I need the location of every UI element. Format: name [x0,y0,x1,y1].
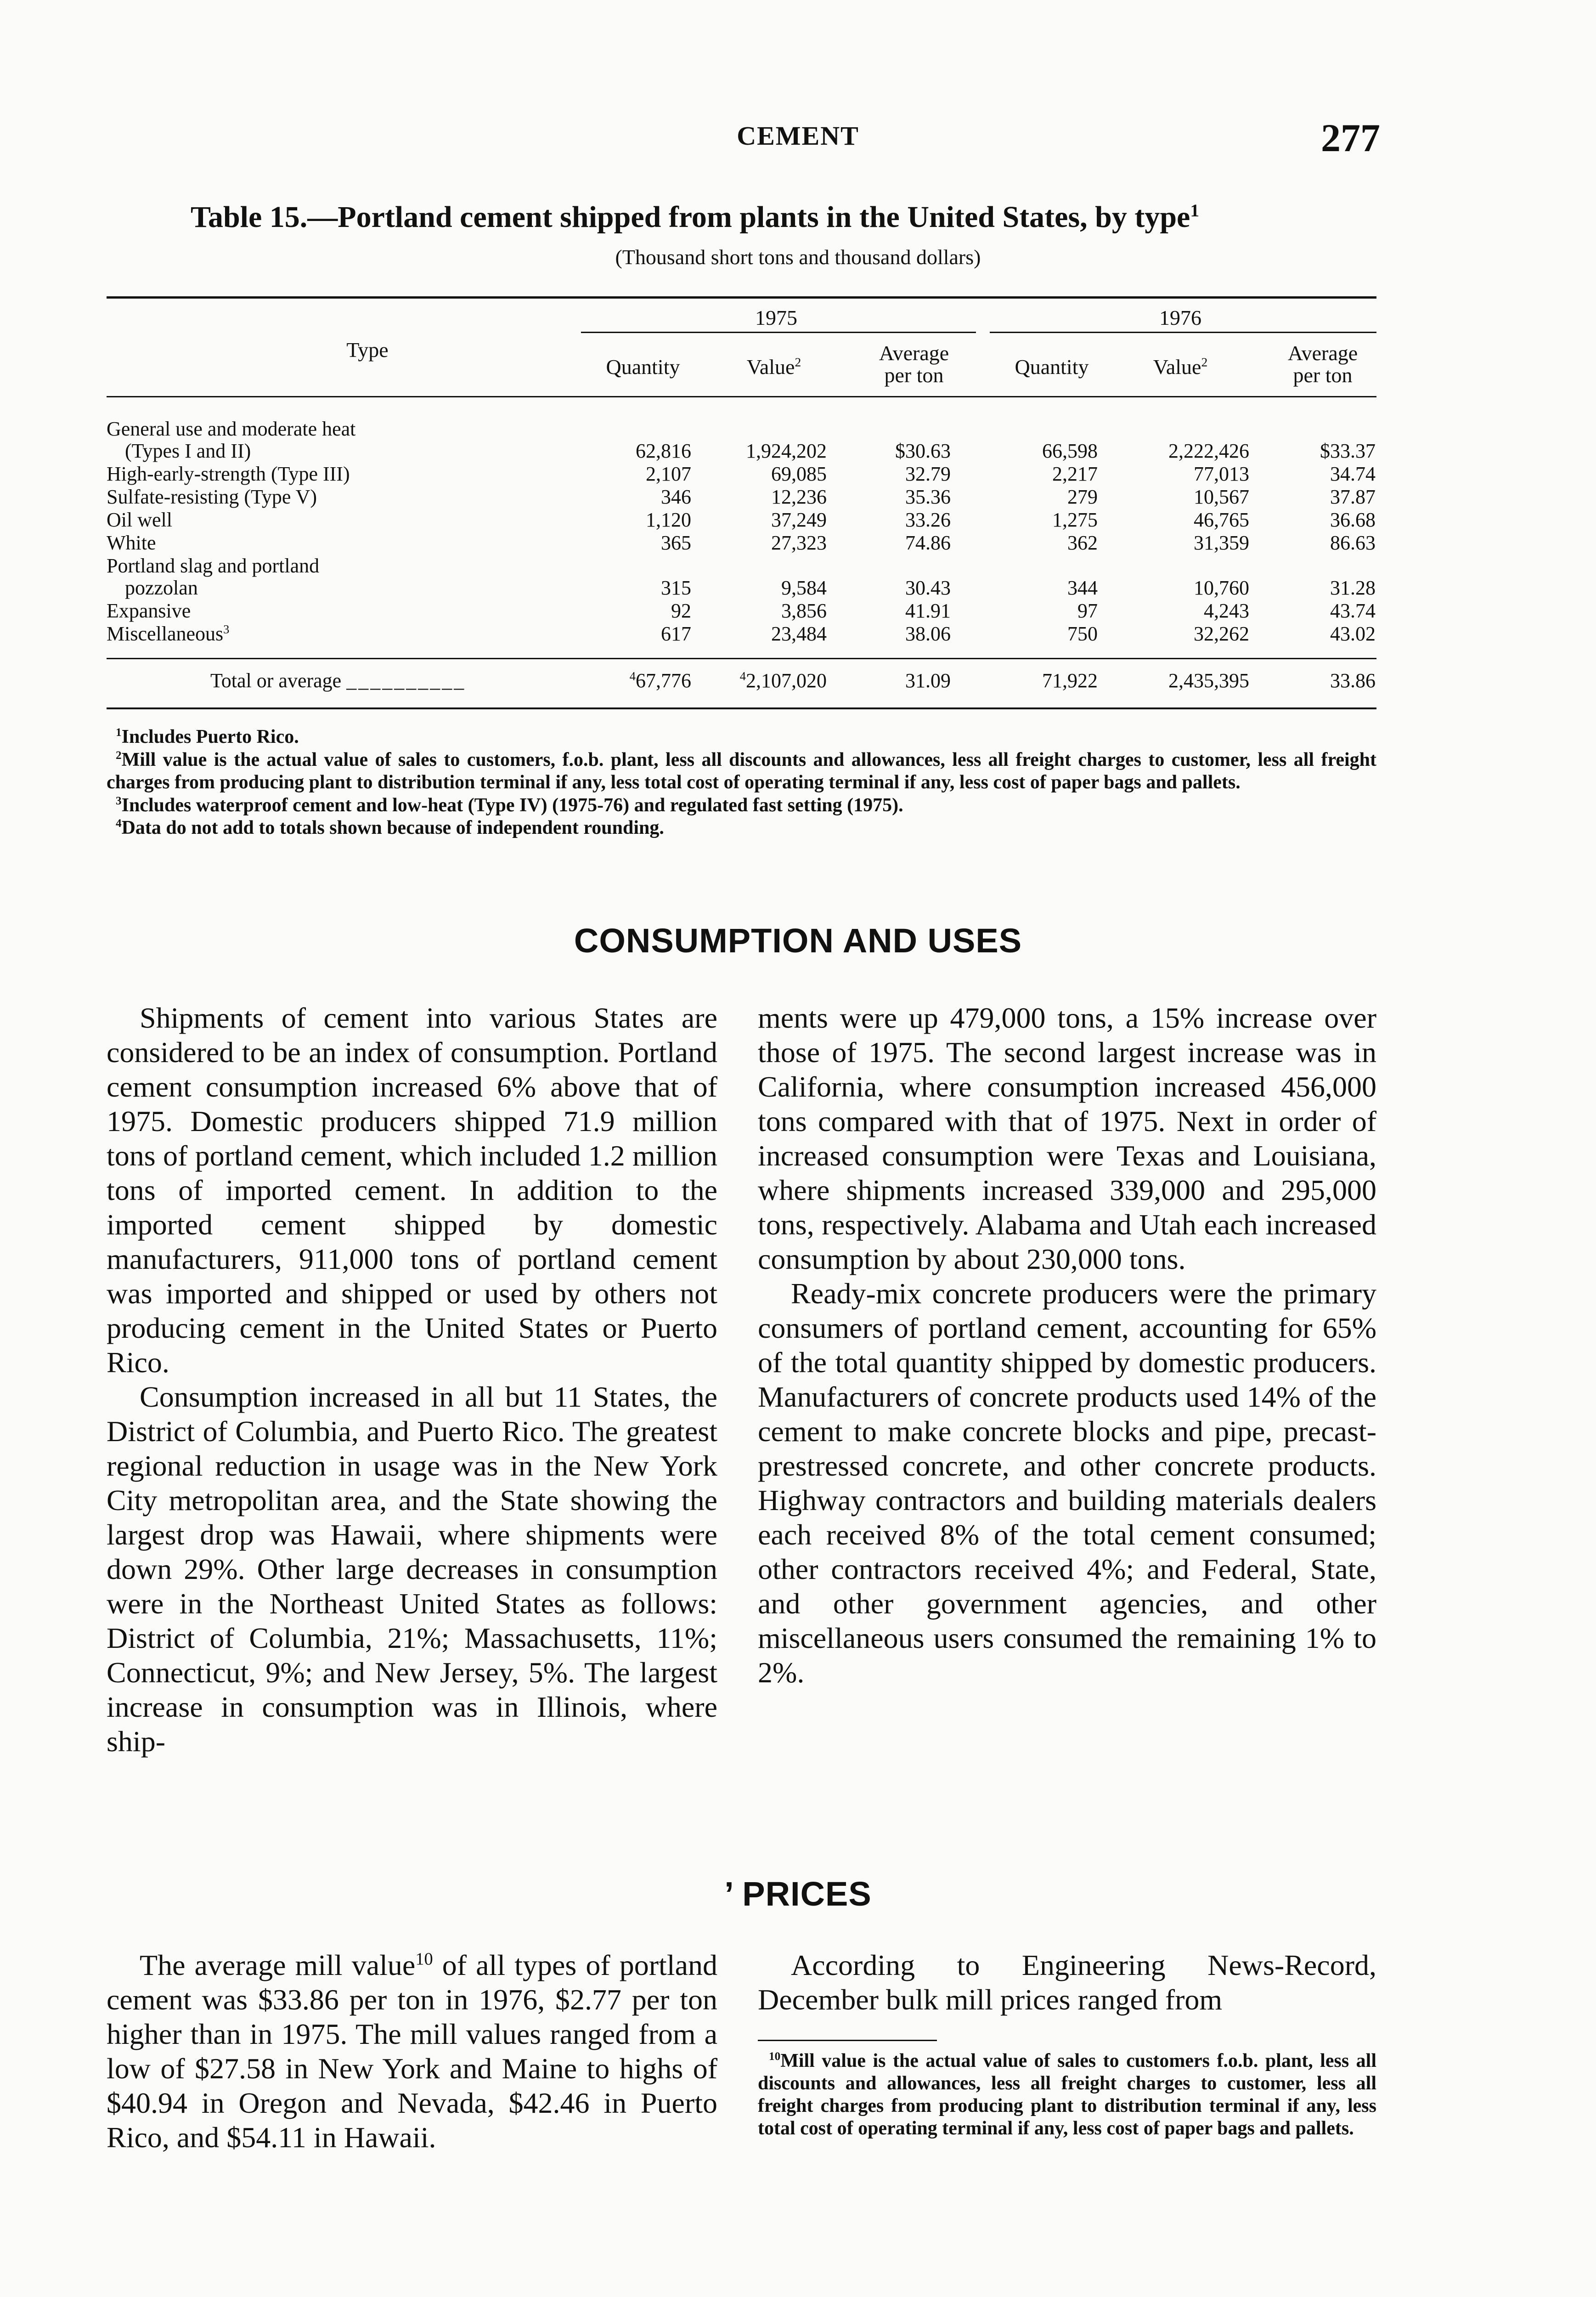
row-label-text: White [107,532,156,554]
cell-v75: 9,584 [781,577,827,599]
cell-q75: 92 [671,600,691,622]
cell-v75: 12,236 [771,486,827,508]
cell-v75: 69,085 [771,463,827,485]
row-label [107,623,570,645]
total-label-text: Total or average [210,669,342,692]
total-q75-footnote: 4 [629,669,636,683]
consumption-right-paragraph-2: Ready-mix concrete producers were the primary consumers of portland cement, accounting for 65% of the total quantity shipped by domestic producers. Manufacturers of concrete products used 14% of the cement to make concrete blocks and pipe, precast-prestressed concrete, and other concrete products. Highway contractors and building materials dealers each received 8% of the total cement consumed; other contractors received 4%; and Federal, State, and other government agencies, and other miscellaneous users consumed the remaining 1% to 2%. [758,1277,1376,1689]
row-label-text: Oil well [107,509,172,531]
total-rule [107,658,1376,659]
row-label [107,463,570,485]
row-label-text: Sulfate-resisting (Type V) [107,486,317,508]
cell-q76: 344 [1067,577,1098,599]
year-1975-rule [581,332,976,333]
row-label-text: (Types I and II) [125,440,251,462]
cell-a76: 43.74 [1330,600,1376,622]
row-label [125,577,570,599]
row-label-text: pozzolan [125,577,198,599]
footnote-text: Data do not add to totals shown because of independent rounding. [121,817,664,839]
cell-a75: 33.26 [905,509,951,531]
prices-footnote [758,2050,1376,2140]
prices-left-paragraph [107,1948,717,2155]
row-label [107,509,570,531]
prices-footnote-rule [758,2040,937,2041]
year-1976-header: 1976 [1159,306,1201,329]
cell-a75: 32.79 [905,463,951,485]
prices-footnote-mark: 10 [769,2050,781,2063]
prices-footnote-text: Mill value is the actual value of sales to customers f.o.b. plant, less all discounts and allowances, less all freight charges to customer, less all freight charges from producing plant to distribution terminal if any, less total cost of operating terminal if any, less cost of paper bags and pallets. [758,2050,1376,2139]
cell-q75: 346 [661,486,691,508]
group-label-general: General use and moderate heat [107,418,356,440]
cell-a75: 30.43 [905,577,951,599]
footnote-text: Includes Puerto Rico. [121,726,299,747]
value-1975-footnote-mark: 2 [795,355,801,369]
prices-heading: ’ PRICES [724,1875,872,1913]
total-v75-value: 2,107,020 [746,669,827,692]
row-label-text: High-early-strength (Type III) [107,463,350,485]
row-label-text: Miscellaneous [107,623,224,645]
table-title-text: Table 15.—Portland cement shipped from plants in the United States, by type [191,200,1190,234]
cell-a75: $30.63 [895,440,951,462]
footnote-text: Includes waterproof cement and low-heat (Type IV) (1975-76) and regulated fast setting (1975). [121,794,903,816]
year-1976-rule [990,332,1376,333]
cell-q75: 1,120 [646,509,691,531]
table-subtitle: (Thousand short tons and thousand dollars) [615,245,981,269]
consumption-right-column [758,1001,1376,1690]
cell-a75: 35.36 [905,486,951,508]
prices-right-paragraph: According to Engineering News-Record, December bulk mill prices ranged from [758,1949,1376,2016]
group-label-slag: Portland slag and portland [107,554,320,577]
total-q76: 71,922 [1042,669,1098,692]
table-bottom-rule [107,707,1376,709]
table-title-footnote-mark: 1 [1190,200,1200,221]
row-label [107,532,570,554]
cell-q76: 66,598 [1042,440,1098,462]
prices-left-text-a: The average mill value [140,1949,416,1981]
total-v75 [698,670,827,692]
prices-footnote-ref: 10 [415,1949,433,1969]
row-label [125,440,570,462]
cell-q75: 617 [661,622,691,645]
stub-header: Type [346,338,389,362]
table-title [191,200,1199,235]
cell-q75: 365 [661,532,691,554]
value-1976-header-text: Value [1153,355,1201,379]
total-v76: 2,435,395 [1168,669,1249,692]
avg-1975-header [859,342,969,387]
consumption-left-paragraph-2: Consumption increased in all but 11 States, the District of Columbia, and Puerto Rico. The greatest regional reduction in usage was in the New York City metropolitan area, and the State showing the largest drop was Hawaii, where shipments were down 29%. Other large decreases in consumption were in the Northeast United States as follows: District of Columbia, 21%; Massachusetts, 11%; Connecticut, 9%; and New Jersey, 5%. The largest increase in consumption was in Illinois, where ship- [107,1380,717,1758]
table-footnote [107,749,1376,794]
cell-a76: 34.74 [1330,463,1376,485]
avg-1975-header-line2: per ton [884,363,944,387]
prices-left-column [107,1948,717,2155]
row-label [107,600,570,622]
value-1976-header [1123,356,1238,378]
cell-a76: 43.02 [1330,622,1376,645]
cell-q75: 62,816 [636,440,691,462]
footnote-text: Mill value is the actual value of sales to customers, f.o.b. plant, less all discounts and allowances, less all freight charges to customer, less all freight charges from producing plant to distribution terminal if any, less total cost of operating terminal if any, less cost of paper bags and pallets. [107,749,1376,793]
cell-a76: 36.68 [1330,509,1376,531]
table-footnote [107,726,1376,749]
total-q75-value: 67,776 [636,669,691,692]
total-q75 [581,670,691,692]
consumption-left-paragraph-1: Shipments of cement into various States are considered to be an index of consumption. Portland cement consumption increased 6% above that of 1975. Domestic producers shipped 71.9 million tons of portland cement, which included 1.2 million tons of imported cement. In addition to the imported cement shipped by domestic manufacturers, 911,000 tons of portland cement was imported and shipped or used by others not producing cement in the United States or Puerto Rico. [107,1001,717,1379]
cell-q76: 750 [1067,622,1098,645]
prices-left-text-b: of all types of portland cement was $33.86 per ton in 1976, $2.77 per ton higher than in 1975. The mill values ranged from a low of $27.58 in New York and Maine to highs of $40.94 in Oregon and Nevada, $42.46 in Puerto Rico, and $54.11 in Hawaii. [107,1949,718,2154]
table-footnote [107,817,1376,840]
total-v75-footnote: 4 [739,669,746,683]
cell-v76: 31,359 [1194,532,1249,554]
cell-v75: 1,924,202 [746,440,827,462]
total-a76: 33.86 [1330,669,1376,692]
cell-a75: 41.91 [905,600,951,622]
table-footnotes [107,726,1376,840]
consumption-right-paragraph-1: ments were up 479,000 tons, a 15% increase over those of 1975. The second largest increase was in California, where consumption increased 456,000 tons compared with that of 1975. Next in order of increased consumption were Texas and Louisiana, where shipments increased 339,000 and 295,000 tons, respectively. Alabama and Utah each increased consumption by about 230,000 tons. [758,1001,1376,1275]
cell-a76: $33.37 [1320,440,1376,462]
year-1975-header: 1975 [755,306,797,329]
footnote-mark: 3 [116,794,122,807]
cell-v76: 77,013 [1194,463,1249,485]
footnote-mark: 2 [116,749,122,762]
quantity-1976-header: Quantity [1015,355,1089,379]
value-1975-header [716,356,831,378]
consumption-heading: CONSUMPTION AND USES [574,922,1022,960]
cell-a75: 74.86 [905,532,951,554]
running-title: CEMENT [737,121,859,151]
quantity-1975-header: Quantity [606,355,680,379]
cell-q76: 362 [1067,532,1098,554]
cell-v75: 23,484 [771,622,827,645]
cell-v76: 2,222,426 [1168,440,1249,462]
row-label-text: Expansive [107,600,191,622]
value-1976-footnote-mark: 2 [1201,355,1208,369]
consumption-left-column [107,1001,717,1759]
avg-1976-header-line1: Average [1287,341,1358,365]
cell-q75: 2,107 [646,463,691,485]
cell-q76: 2,217 [1052,463,1098,485]
cell-q75: 315 [661,577,691,599]
table-footnote [107,794,1376,817]
cell-q76: 97 [1077,600,1098,622]
total-a75: 31.09 [905,669,951,692]
cell-q76: 279 [1067,486,1098,508]
page-number: 277 [1321,116,1380,160]
cell-v76: 10,760 [1194,577,1249,599]
prices-right-column [758,1948,1376,2017]
row-label [107,486,570,508]
value-1975-header-text: Value [746,355,795,379]
cell-v75: 27,323 [771,532,827,554]
cell-a75: 38.06 [905,622,951,645]
total-label: Total or average __________ [210,669,466,692]
cell-v75: 37,249 [771,509,827,531]
avg-1976-header-line2: per ton [1293,363,1353,387]
cell-v76: 46,765 [1194,509,1249,531]
cell-v76: 10,567 [1194,486,1249,508]
cell-v75: 3,856 [781,600,827,622]
cell-v76: 4,243 [1204,600,1249,622]
cell-a76: 86.63 [1330,532,1376,554]
table-top-rule [107,296,1376,299]
row-label-footnote: 3 [223,623,230,636]
footnote-mark: 4 [116,817,122,830]
cell-v76: 32,262 [1194,622,1249,645]
header-bottom-rule [107,396,1376,397]
cell-a76: 37.87 [1330,486,1376,508]
footnote-mark: 1 [116,726,122,739]
cell-a76: 31.28 [1330,577,1376,599]
avg-1976-header [1268,342,1378,387]
avg-1975-header-line1: Average [879,341,949,365]
cell-q76: 1,275 [1052,509,1098,531]
